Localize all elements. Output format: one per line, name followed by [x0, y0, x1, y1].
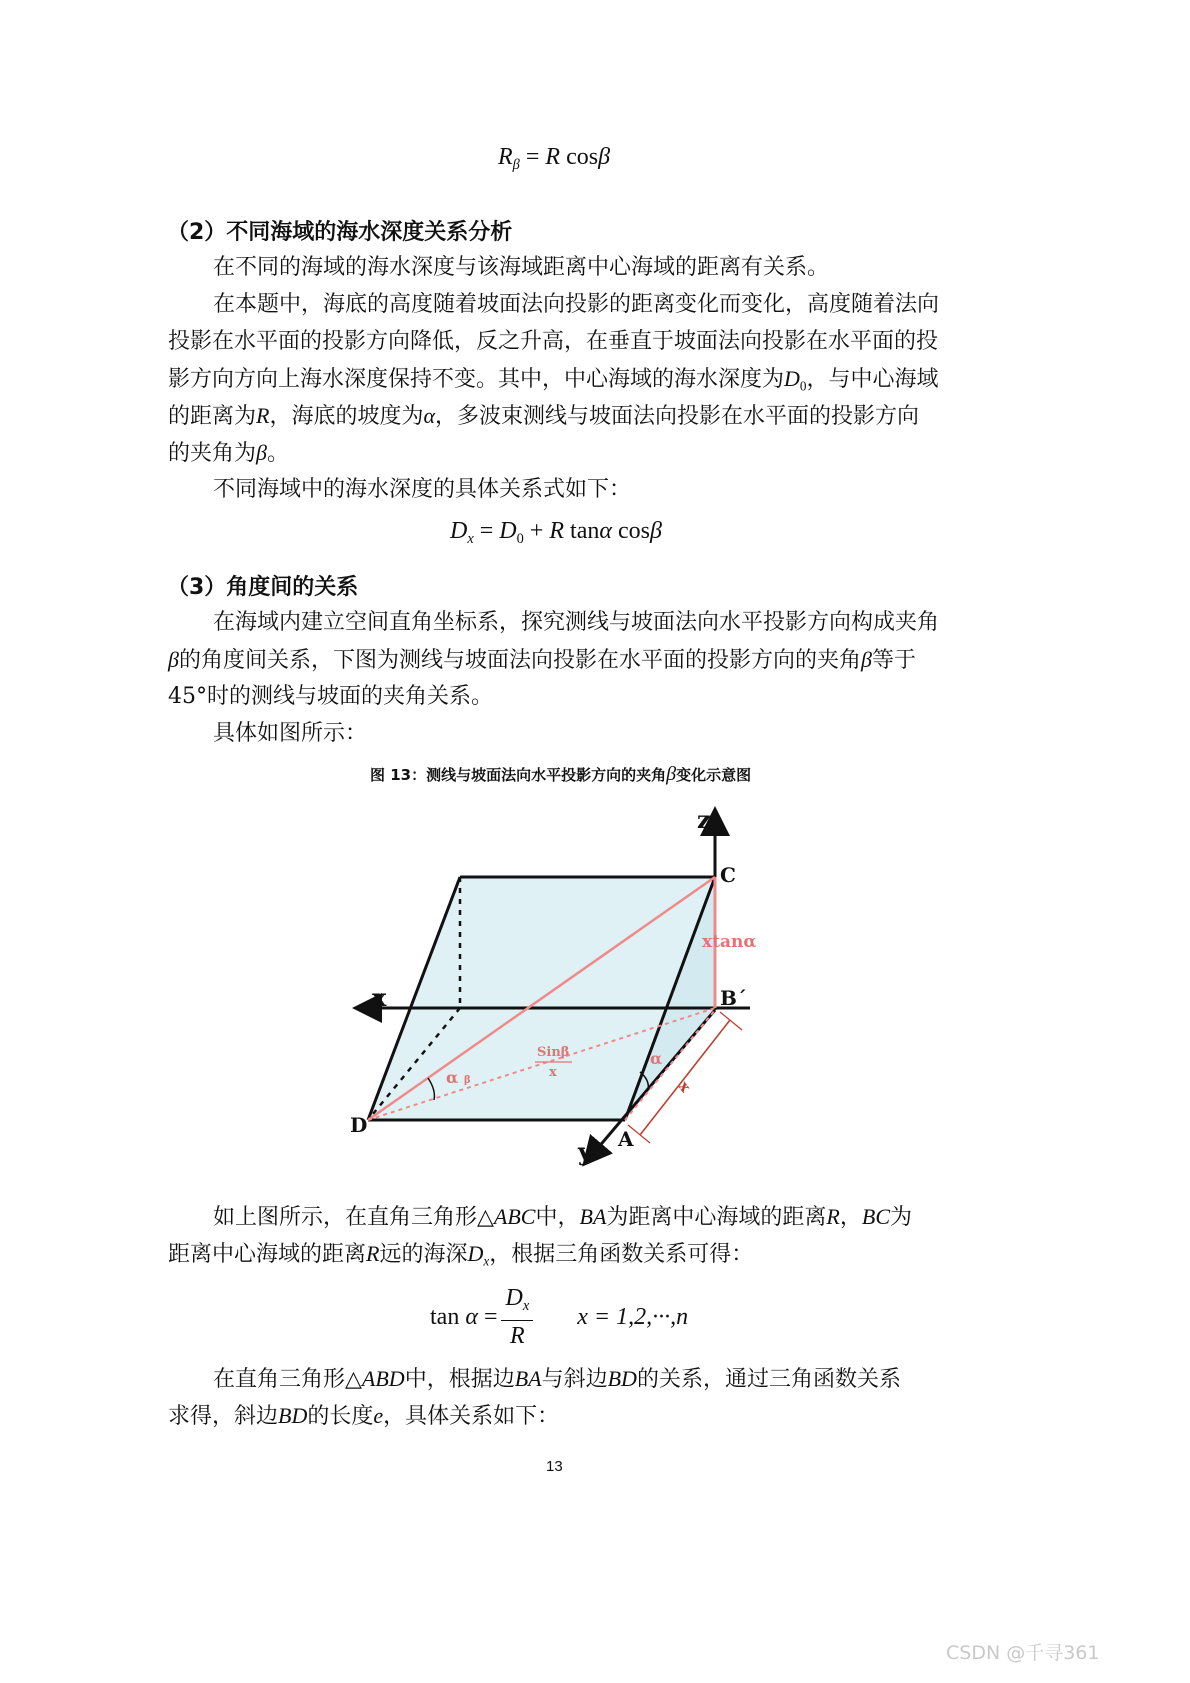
label-a: A: [618, 1127, 634, 1151]
section3-line2: β的角度间关系，下图为测线与坡面法向投影在水平面的投影方向的夹角β等于: [168, 647, 916, 673]
label-alpha: α: [650, 1049, 663, 1068]
section2-heading: （2）不同海域的海水深度关系分析: [167, 220, 513, 245]
label-xtan-alpha: xtanα: [702, 932, 757, 952]
section3-line4: 具体如图所示：: [213, 721, 368, 746]
label-z: z: [697, 805, 711, 834]
para-last-line2: 求得，斜边BD的长度e，具体关系如下：: [168, 1403, 560, 1429]
figure-caption: 图 13：测线与坡面法向水平投影方向的夹角β变化示意图: [370, 763, 752, 785]
label-sin-beta: Sinβ: [537, 1045, 570, 1060]
section3-line1: 在海域内建立空间直角坐标系，探究测线与坡面法向水平投影方向构成夹角: [213, 610, 940, 635]
section2-para1: 在不同的海域的海水深度与该海域距离中心海域的距离有关系。: [213, 255, 830, 280]
para-after-line2: 距离中心海域的距离R远的海深$D_x$，根据三角函数关系可得：: [168, 1241, 754, 1269]
label-b: B´: [720, 986, 747, 1010]
label-x-side: x: [674, 1077, 695, 1096]
para-last-line1: 在直角三角形△ABD中，根据边BA与斜边BD的关系，通过三角函数关系: [213, 1366, 901, 1392]
label-alpha-beta: α: [446, 1068, 459, 1087]
label-alpha-beta-sub: β: [464, 1075, 471, 1086]
section3-heading: （3）角度间的关系: [167, 575, 359, 600]
slope-geometry-figure: [330, 800, 780, 1180]
section2-para2-line1: 在本题中，海底的高度随着坡面法向投影的距离变化而变化，高度随着法向: [213, 292, 940, 317]
para-after-line1: 如上图所示，在直角三角形△ABC中，BA为距离中心海域的距离R，BC为: [213, 1204, 913, 1230]
label-d: D: [350, 1113, 368, 1137]
section2-para2-line4: 的距离为R，海底的坡度为α，多波束测线与坡面法向投影在水平面的投影方向: [168, 403, 920, 429]
equation-r-beta: $R_\beta = R$ cosβ: [498, 144, 611, 174]
label-sin-beta-den: x: [549, 1065, 557, 1080]
page-number: 13: [546, 1458, 563, 1475]
label-x: x: [372, 983, 387, 1012]
section2-para2-line5: 的夹角为β。: [168, 440, 289, 466]
section3-line3: 45°时的测线与坡面的夹角关系。: [168, 684, 493, 709]
section2-para3: 不同海域中的海水深度的具体关系式如下：: [213, 477, 632, 502]
label-y: y: [578, 1137, 592, 1166]
label-c: C: [720, 863, 736, 887]
equation-depth: $D_x = D_0 + R$ tanα cosβ: [450, 518, 662, 548]
section2-para2-line2: 投影在水平面的投影方向降低，反之升高，在垂直于坡面法向投影在水平面的投: [168, 329, 939, 354]
watermark: CSDN @千寻361: [946, 1642, 1100, 1664]
section2-para2-line3: 影方向方向上海水深度保持不变。其中，中心海域的海水深度为$D_0$，与中心海域: [168, 366, 939, 394]
equation-tan-alpha: tan α = $\frac{D_x}{R}$ x = 1,2,···,n: [430, 1285, 689, 1350]
